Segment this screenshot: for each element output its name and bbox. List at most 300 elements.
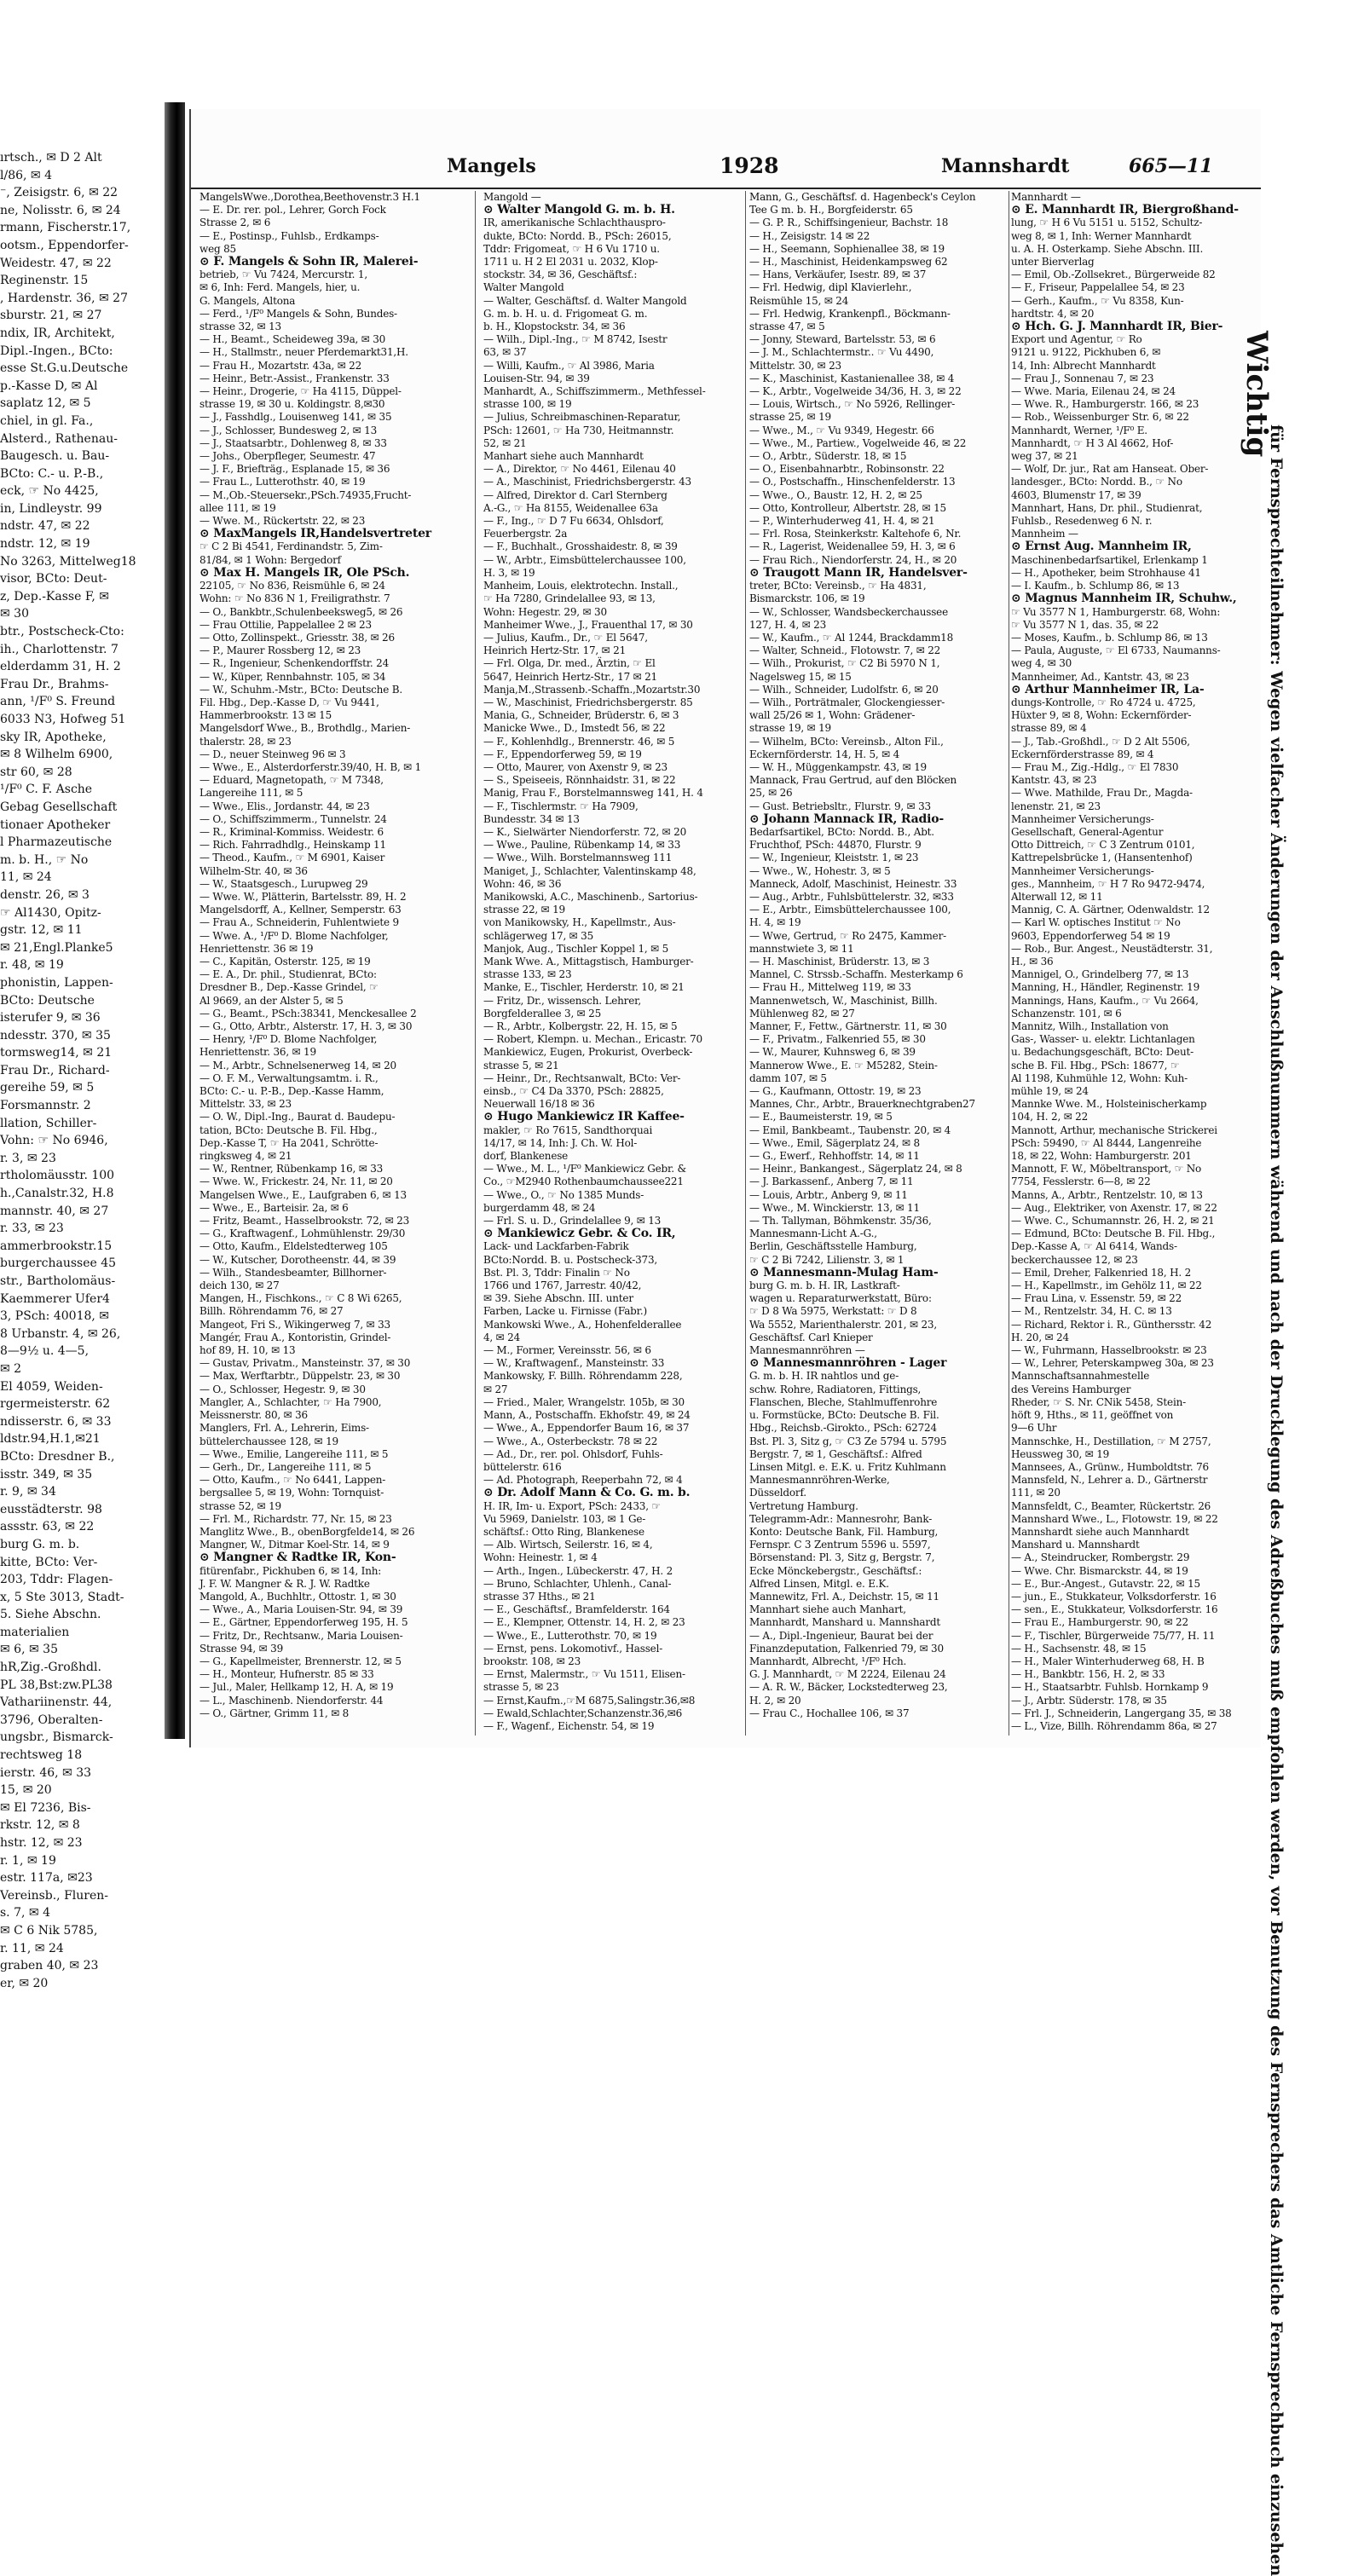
directory-entry-line: Manner, F., Fettw., Gärtnerstr. 11, ✉ 30 [749, 1020, 947, 1032]
directory-entry-line: saplatz 12, ✉ 5 [0, 396, 91, 411]
directory-entry-line: thalerstr. 28, ✉ 23 [199, 735, 292, 748]
directory-entry-line: ✉ 6, Inh: Ferd. Mangels, hier, u. [199, 281, 361, 294]
directory-entry-line: elderdamm 31, H. 2 [0, 660, 121, 674]
directory-entry-line: büttelerstr. 616 [483, 1460, 562, 1473]
directory-entry-line: Dipl.-Ingen., BCto: [0, 344, 113, 358]
directory-entry-line: Mannheimer Versicherungs- [1011, 812, 1154, 825]
directory-entry-line: — J. F., Briefträg., Esplanade 15, ✉ 36 [199, 463, 390, 476]
directory-entry-line: — Wilhelm, BCto: Vereinsb., Alton Fil., [749, 735, 944, 748]
directory-entry-line: Manglitz Wwe., B., obenBorgfelde14, ✉ 26 [199, 1525, 415, 1538]
directory-entry-line: ann, ¹/F⁰ S. Freund [0, 695, 116, 709]
directory-entry-line: Börsenstand: Pl. 3, Sitz g, Bergstr. 7, [749, 1551, 935, 1564]
directory-entry-line: landesger., BCto: Nordd. B., ☞ No [1011, 476, 1182, 488]
directory-entry-line: Mannschke, H., Destillation, ☞ M 2757, [1011, 1435, 1211, 1447]
directory-entry-line: 1766 und 1767, Jarrestr. 40/42, [483, 1279, 642, 1292]
directory-entry-line: — W., Kraftwagenf., Mansteinstr. 33 [483, 1357, 665, 1370]
directory-entry-line: mühle 19, ✉ 24 [1011, 1085, 1089, 1098]
directory-entry-line: 4, ✉ 24 [483, 1331, 521, 1343]
directory-entry-line: — E., Postinsp., Fuhlsb., Erdkamps- [199, 229, 379, 242]
directory-entry-line: — W., Kaufm., ☞ Al 1244, Brackdamm18 [749, 631, 954, 644]
directory-entry-line: deich 130, ✉ 27 [199, 1279, 280, 1292]
directory-entry-line: l Pharmazeutische [0, 835, 113, 850]
directory-entry-line: — Rich. Fahrradhdlg., Heinskamp 11 [199, 839, 386, 852]
directory-entry-line: ☞ D 8 Wa 5975, Werkstatt: ☞ D 8 [749, 1305, 917, 1318]
directory-entry-line: Manhardt, A., Schiffszimmerm., Methfessel- [483, 385, 706, 398]
directory-entry-line: — E. A., Dr. phil., Studienrat, BCto: [199, 968, 377, 981]
directory-entry-line: ierstr. 46, ✉ 33 [0, 1765, 92, 1780]
directory-entry-line: — Wwe., M. Winckierstr. 13, ✉ 11 [749, 1201, 920, 1214]
directory-entry-line: — F., Kohlenhdlg., Brennerstr. 46, ✉ 5 [483, 735, 675, 748]
directory-entry-line: Dep.-Kasse A, ☞ Al 6414, Wands- [1011, 1240, 1177, 1253]
directory-entry-line: — Otto, Kaufm., ☞ No 6441, Lappen- [199, 1474, 386, 1487]
directory-entry-line: — W., Staatsgesch., Lurupweg 29 [199, 877, 368, 890]
directory-entry-line: — Edmund, BCto: Deutsche B. Fil. Hbg., [1011, 1227, 1216, 1240]
directory-entry-line: No 3263, Mittelweg18 [0, 554, 136, 569]
directory-entry-line: — G., Ewerf., Rehhoffstr. 14, ✉ 11 [749, 1150, 920, 1163]
directory-entry-line: — sen., E., Stukkateur, Volksdorferstr. 16 [1011, 1603, 1218, 1616]
directory-entry-line: — O., Arbtr., Süderstr. 18, ✉ 15 [749, 450, 907, 463]
directory-entry-line: Bismarckstr. 106, ✉ 19 [749, 592, 865, 605]
directory-entry-line: Alterwall 12, ✉ 11 [1011, 890, 1103, 903]
directory-entry-line: stockstr. 34, ✉ 36, Geschäftsf.: [483, 269, 638, 281]
directory-entry-line: Manja,M.,Strassenb.-Schaffn.,Mozartstr.30 [483, 683, 701, 696]
directory-entry-line: BCto: Dresdner B., [0, 1449, 115, 1464]
directory-entry-line: burg G. m. b. H. IR, Lastkraft- [749, 1279, 900, 1292]
directory-entry-line: H. 3, ✉ 19 [483, 566, 535, 579]
directory-entry-line: Eckernförderstr. 14, H. 5, ✉ 4 [749, 748, 900, 760]
directory-entry-line: des Vereins Hamburger [1011, 1383, 1131, 1395]
directory-entry-line: — W., Maschinist, Friedrichsbergerstr. 85 [483, 696, 693, 708]
directory-entry-line: — Wwe., M., Partiew., Vogelweide 46, ✉ 22 [749, 436, 967, 449]
directory-entry-line: ⊙ Johann Mannack IR, Radio- [749, 811, 944, 826]
directory-entry-line: — jun., E., Stukkateur, Volksdorferstr. 16 [1011, 1590, 1217, 1603]
header-rule [191, 188, 1261, 189]
directory-entry-line: 111, ✉ 20 [1011, 1487, 1061, 1499]
directory-entry-line: Mannack, Frau Gertrud, auf den Blöcken [749, 774, 957, 787]
directory-entry-line: Mankowski Wwe., A., Hohenfelderallee [483, 1318, 682, 1331]
directory-entry-line: Mankiewicz, Eugen, Prokurist, Overbeck- [483, 1046, 693, 1059]
directory-entry-line: tionaer Apotheker [0, 817, 111, 832]
directory-entry-line: — E., Arbtr., Eimsbüttelerchaussee 100, [749, 904, 951, 916]
directory-entry-line: 127, H. 4, ✉ 23 [749, 618, 827, 631]
directory-entry-line: Lack- und Lackfarben-Fabrik [483, 1240, 629, 1253]
directory-entry-line: BCto: C.- u. P.-B., [0, 466, 104, 481]
directory-entry-line: — Frau Rich., Niendorferstr. 24, H., ✉ 20 [749, 553, 957, 566]
directory-entry-line: — Wwe., Pauline, Rübenkamp 14, ✉ 33 [483, 839, 681, 852]
directory-entry-line: — Wwe., Elis., Jordanstr. 44, ✉ 23 [199, 800, 370, 812]
directory-entry-line: Mannig, C. A. Gärtner, Odenwaldstr. 12 [1011, 904, 1210, 916]
directory-entry-line: IR, amerikanische Schlachthauspro- [483, 217, 666, 229]
directory-entry-line: — Wwe., E., Barteisir. 2a, ✉ 6 [199, 1201, 349, 1214]
directory-entry-line: — Ferd., ¹/F⁰ Mangels & Sohn, Bundes- [199, 307, 397, 320]
directory-entry-line: — Wwe. M., Rückertstr. 22, ✉ 23 [199, 515, 366, 528]
directory-entry-line: — H., Staatsarbtr. Fuhlsb. Hornkamp 9 [1011, 1681, 1209, 1694]
directory-entry-line: ⊙ Dr. Adolf Mann & Co. G. m. b. [483, 1486, 691, 1500]
directory-entry-line: Gebag Gesellschaft [0, 800, 118, 814]
directory-entry-line: — Frl. Olga, Dr. med., Ärztin, ☞ El [483, 657, 656, 670]
directory-entry-line: materialien [0, 1625, 70, 1639]
directory-entry-line: — G., Kaufmann, Ottostr. 19, ✉ 23 [749, 1085, 922, 1098]
directory-entry-line: Al 1198, Kuhmühle 12, Wohn: Kuh- [1011, 1071, 1188, 1084]
directory-entry-line: — R., Arbtr., Kolbergstr. 22, H. 15, ✉ 5 [483, 1020, 678, 1032]
directory-entry-line: Manhart siehe auch Mannhardt [483, 450, 644, 463]
directory-entry-line: PL 38,Bst:zw.PL38 [0, 1678, 113, 1692]
directory-entry-line: — Otto, Maurer, von Axenstr 9, ✉ 23 [483, 760, 668, 773]
directory-entry-line: Manikowski, A.C., Maschinenb., Sartorius- [483, 890, 698, 903]
directory-entry-line: Mannel, C. Strssb.-Schaffn. Mesterkamp 6 [749, 968, 963, 981]
directory-entry-line: ⊙ Traugott Mann IR, Handelsver- [749, 565, 968, 580]
directory-entry-line: El 4059, Weiden- [0, 1379, 103, 1394]
directory-entry-line: — Wilh., Porträtmaler, Glockengiesser- [749, 696, 945, 708]
header-left-keyword: Mangels [447, 155, 536, 177]
directory-entry-line: 203, Tddr: Flagen- [0, 1573, 113, 1587]
directory-entry-line: ⊙ Hch. G. J. Mannhardt IR, Bier- [1011, 320, 1223, 334]
directory-entry-line: 7754, Fesslerstr. 6—8, ✉ 22 [1011, 1175, 1151, 1188]
directory-entry-line: — Robert, Klempn. u. Mechan., Ericastr. 70 [483, 1033, 702, 1046]
directory-entry-line: Manshard u. Mannshardt [1011, 1539, 1140, 1551]
directory-entry-line: Maniget, J., Schlachter, Valentinskamp 48, [483, 864, 696, 877]
directory-entry-line: — H., Beamt., Scheideweg 39a, ✉ 30 [199, 333, 386, 346]
directory-entry-line: p.-Kasse D, ✉ Al [0, 378, 98, 393]
directory-entry-line: — Emil, Ob.-Zollsekret., Bürgerweide 82 [1011, 269, 1216, 281]
directory-entry-line: Geschäftsf. Carl Knieper [749, 1331, 873, 1343]
directory-entry-line: Mannhardt — [1011, 191, 1081, 203]
directory-entry-line: 3, PSch: 40018, ✉ [0, 1309, 110, 1324]
directory-entry-line: Manheimer Wwe., J., Frauenthal 17, ✉ 30 [483, 618, 693, 631]
directory-entry-line: Manjok, Aug., Tischler Koppel 1, ✉ 5 [483, 942, 669, 955]
directory-entry-line: — Wwe. Chr. Bismarckstr. 44, ✉ 19 [1011, 1564, 1188, 1577]
directory-entry-line: höft 9, Hths., ✉ 11, geöffnet von [1011, 1409, 1174, 1422]
directory-entry-line: — R., Lagerist, Weidenallee 59, H. 3, ✉ 6 [749, 540, 956, 553]
directory-entry-line: 52, ✉ 21 [483, 436, 527, 449]
directory-entry-line: Mannheimer Versicherungs- [1011, 864, 1154, 877]
directory-entry-line: hof 89, H. 10, ✉ 13 [199, 1344, 296, 1357]
directory-entry-line: Mangelsdorff, A., Kellner, Semperstr. 63 [199, 904, 402, 916]
directory-entry-line: Fuhlsb., Resedenweg 6 N. r. [1011, 515, 1153, 528]
directory-entry-line: ⊙ Mankiewicz Gebr. & Co. IR, [483, 1227, 676, 1241]
directory-entry-line: Frau Dr., Brahms- [0, 677, 109, 691]
directory-entry-line: strasse 47, ✉ 5 [749, 321, 825, 333]
directory-entry-line: — H., Maler Winterhuderweg 68, H. B [1011, 1655, 1205, 1667]
directory-entry-line: gereihe 59, ✉ 5 [0, 1081, 95, 1095]
directory-entry-line: Gas-, Wasser- u. elektr. Lichtanlagen [1011, 1033, 1195, 1046]
directory-entry-line: Wohn: Heinestr. 1, ✉ 4 [483, 1551, 598, 1564]
directory-entry-line: r. 33, ✉ 23 [0, 1222, 64, 1236]
directory-entry-line: 15, ✉ 20 [0, 1783, 52, 1798]
directory-entry-line: sche B. Fil. Hbg., PSch: 18677, ☞ [1011, 1059, 1180, 1071]
directory-entry-line: Farben, Lacke u. Firnisse (Fabr.) [483, 1305, 647, 1318]
directory-entry-line: in, Lindleystr. 99 [0, 501, 102, 516]
directory-entry-line: Mannott, Arthur, mechanische Strickerei [1011, 1123, 1217, 1136]
directory-entry-line: Manglers, Frl. A., Lehrerin, Eims- [199, 1422, 369, 1435]
directory-entry-line: — Frl. J., Schneiderin, Langergang 35, ✉ 38 [1011, 1707, 1232, 1719]
directory-entry-line: — Alb. Wirtsch, Seilerstr. 16, ✉ 4, [483, 1539, 653, 1551]
directory-entry-line: r. 9, ✉ 34 [0, 1485, 56, 1499]
directory-entry-line: — Jonny, Steward, Bartelsstr. 53, ✉ 6 [749, 333, 936, 346]
directory-entry-line: 6033 N3, Hofweg 51 [0, 713, 126, 726]
directory-entry-line: schw. Rohre, Radiatoren, Fittings, [749, 1383, 922, 1395]
directory-entry-line: r. 1, ✉ 19 [0, 1853, 56, 1868]
directory-entry-line: burgerdamm 48, ✉ 24 [483, 1201, 596, 1214]
directory-entry-line: strasse 32, ✉ 13 [199, 321, 281, 333]
directory-entry-line: — Ernst, pens. Lokomotivf., Hassel- [483, 1642, 663, 1655]
directory-entry-line: — E., Baumeisterstr. 19, ✉ 5 [749, 1111, 893, 1123]
directory-entry-line: Vertretung Hamburg. [749, 1499, 858, 1512]
directory-entry-line: büttelerchaussee 128, ✉ 19 [199, 1435, 338, 1447]
directory-entry-line: — Wwe., M., ☞ Vu 9349, Hegestr. 66 [749, 424, 934, 436]
directory-entry-line: ⊙ Ernst Aug. Mannheim IR, [1011, 540, 1192, 554]
directory-entry-line: — Frau Lina, v. Essenstr. 59, ✉ 22 [1011, 1292, 1182, 1305]
directory-entry-line: — G., Beamt., PSch:38341, Menckesallee 2 [199, 1007, 417, 1019]
directory-entry-line: — W., Ingenieur, Kleiststr. 1, ✉ 23 [749, 852, 919, 864]
directory-entry-line: — K., Sielwärter Niendorferstr. 72, ✉ 20 [483, 825, 687, 838]
directory-entry-line: J. F. W. Mangner & R. J. W. Radtke [199, 1577, 370, 1590]
directory-entry-line: mannstr. 40, ✉ 27 [0, 1204, 109, 1218]
directory-entry-line: ndix, IR, Architekt, [0, 326, 115, 340]
side-notice [1240, 324, 1296, 2576]
directory-entry-line: — W., Fuhrmann, Hasselbrookstr. ✉ 23 [1011, 1344, 1207, 1357]
column-3 [749, 191, 1007, 1736]
directory-entry-line: ☞ Vu 3577 N 1, das. 35, ✉ 22 [1011, 618, 1159, 631]
directory-entry-line: Mannitz, Wilh., Installation von [1011, 1020, 1169, 1032]
directory-entry-line: Eckernförderstrasse 89, ✉ 4 [1011, 748, 1154, 760]
directory-entry-line: er, ✉ 20 [0, 1976, 49, 1990]
directory-entry-line: — O., Gärtner, Grimm 11, ✉ 8 [199, 1707, 350, 1719]
directory-entry-line: — Frau M., Zig.-Hdlg., ☞ El 7830 [1011, 760, 1179, 773]
directory-entry-line: Mannsees, A., Grünw., Humboldtstr. 76 [1011, 1460, 1209, 1473]
directory-entry-line: Mangen, H., Fischkons., ☞ C 8 Wi 6265, [199, 1292, 402, 1305]
directory-entry-line: Mannshard Wwe., L., Flotowstr. 19, ✉ 22 [1011, 1512, 1218, 1525]
directory-entry-line: Strasse 2, ✉ 6 [199, 217, 271, 229]
directory-entry-line: — Louis, Arbtr., Anberg 9, ✉ 11 [749, 1188, 908, 1201]
directory-entry-line: graben 40, ✉ 23 [0, 1959, 99, 1973]
directory-entry-line: 4603, Blumenstr 17, ✉ 39 [1011, 488, 1141, 501]
directory-entry-line: — S., Speiseeis, Rönnhaidstr. 31, ✉ 22 [483, 774, 676, 787]
directory-entry-line: 5647, Heinrich Hertz-Str., 17 ✉ 21 [483, 670, 657, 683]
directory-entry-line: Wohn: Hegestr. 29, ✉ 30 [483, 605, 607, 618]
directory-entry-line: — Wwe. A., ¹/F⁰ D. Blome Nachfolger, [199, 929, 389, 942]
directory-entry-line: Forsmannstr. 2 [0, 1099, 91, 1113]
directory-entry-line: 11, ✉ 24 [0, 870, 52, 885]
directory-entry-line: — G., Kraftwagenf., Lohmühlenstr. 29/30 [199, 1227, 406, 1240]
directory-entry-line: — M.,Ob.-Steuersekr.,PSch.74935,Frucht- [199, 488, 412, 501]
directory-entry-line: — Emil, Dreher, Falkenried 18, H. 2 [1011, 1266, 1191, 1279]
directory-entry-line: einsb., ☞ C4 Da 3370, PSch: 28825, [483, 1085, 664, 1098]
directory-entry-line: Bergstr. 7, ✉ 1, Geschäftsf.: Alfred [749, 1447, 922, 1460]
directory-entry-line: ⊙ F. Mangels & Sohn IR, Malerei- [199, 255, 419, 269]
directory-entry-line: 8—9½ u. 4—5, [0, 1344, 90, 1359]
directory-entry-line: — W., Rentner, Rübenkamp 16, ✉ 33 [199, 1163, 384, 1175]
directory-entry-line: r. 48, ✉ 19 [0, 958, 64, 973]
directory-entry-line: Rheder, ☞ S. Nr. CNik 5458, Stein- [1011, 1395, 1186, 1408]
directory-entry-line: — E., Geschäftsf., Bramfelderstr. 164 [483, 1603, 670, 1616]
directory-entry-line: Mangler, A., Schlachter, ☞ Ha 7900, [199, 1395, 382, 1408]
directory-entry-line: — Frau L., Lutterothstr. 40, ✉ 19 [199, 476, 366, 488]
directory-entry-line: Vereinsb., Fluren- [0, 1888, 109, 1903]
directory-entry-line: dorf, Blankenese [483, 1150, 569, 1163]
directory-entry-line: ootsm., Eppendorfer- [0, 238, 129, 252]
directory-entry-line: betrieb, ☞ Vu 7424, Mercurstr. 1, [199, 269, 367, 281]
directory-entry-line: ırtsch., ✉ D 2 Alt [0, 151, 102, 165]
directory-entry-line: Weidestr. 47, ✉ 22 [0, 256, 112, 270]
directory-entry-line: Strasse 94, ✉ 39 [199, 1642, 284, 1655]
directory-entry-line: — Heinr., Dr., Rechtsanwalt, BCto: Ver- [483, 1071, 681, 1084]
directory-entry-line: — Bruno, Schlachter, Uhlenh., Canal- [483, 1577, 672, 1590]
directory-entry-line: strasse 19, ✉ 30 u. Koldingstr. 8,✉30 [199, 398, 385, 411]
directory-entry-line: btr., Postscheck-Cto: [0, 625, 124, 639]
directory-entry-line: — J., Schlosser, Bundesweg 2, ✉ 13 [199, 424, 378, 436]
directory-entry-line: Alfred Linsen, Mitgl. e. E.K. [749, 1577, 889, 1590]
directory-entry-line: PSch: 12601, ☞ Ha 730, Heitmannstr. [483, 424, 674, 436]
directory-entry-line: von Manikowsky, H., Kapellmstr., Aus- [483, 916, 676, 929]
directory-entry-line: — Wilh., Standesbeamter, Billhorner- [199, 1266, 387, 1279]
directory-entry-line: — Wwe., Wilh. Borstelmannsweg 111 [483, 852, 673, 864]
directory-entry-line: u. A. H. Osterkamp. Siehe Abschn. III. [1011, 242, 1204, 255]
directory-entry-line: 9—6 Uhr [1011, 1422, 1057, 1435]
directory-entry-line: ⊙ Walter Mangold G. m. b. H. [483, 203, 675, 217]
directory-entry-line: Nagelsweg 15, ✉ 15 [749, 670, 852, 683]
directory-entry-line: bergsallee 5, ✉ 19, Wohn: Tornquist- [199, 1487, 384, 1499]
directory-entry-line: schäftsf.: Otto Ring, Blankenese [483, 1525, 644, 1538]
directory-entry-line: Mannhardt, ☞ H 3 Al 4662, Hof- [1011, 436, 1174, 449]
directory-entry-line: Mannhart siehe auch Manhart, [749, 1603, 906, 1616]
column-1 [199, 191, 468, 1736]
directory-entry-line: Manneck, Adolf, Maschinist, Heinestr. 33 [749, 877, 957, 890]
directory-entry-line: G. m. b. H. u. d. Frigomeat G. m. [483, 307, 648, 320]
directory-entry-line: — H., Maschinist, Heidenkampsweg 62 [749, 256, 948, 269]
directory-entry-line: s. 7, ✉ 4 [0, 1906, 50, 1920]
directory-entry-line: — Johs., Oberpfleger, Seumestr. 47 [199, 450, 376, 463]
directory-entry-line: Bst. Pl. 3, Sitz g, ☞ C3 Ze 5794 u. 5795 [749, 1435, 947, 1447]
directory-entry-line: ☞ C 2 Bi 4541, Ferdinandstr. 5, Zim- [199, 540, 383, 553]
directory-entry-line: Mannshardt siehe auch Mannhardt [1011, 1525, 1189, 1538]
directory-entry-line: phonistin, Lappen- [0, 975, 113, 990]
directory-entry-line: ✉ 21,Engl.Planke5 [0, 940, 113, 955]
directory-entry-line: Mannhardt, Manshard u. Mannshardt [749, 1616, 941, 1629]
directory-entry-line: — A., Dipl.-Ingenieur, Baurat bei der [749, 1629, 933, 1642]
directory-entry-line: 25, ✉ 26 [749, 787, 793, 800]
directory-entry-line: — Aug., Arbtr., Fuhlsbüttelerstr. 32, ✉33 [749, 890, 954, 903]
directory-entry-line: — O., Schlosser, Hegestr. 9, ✉ 30 [199, 1383, 366, 1395]
directory-entry-line: Kattrepelsbrücke 1, (Hansentenhof) [1011, 852, 1193, 864]
directory-entry-line: Mania, G., Schneider, Brüderstr. 6, ✉ 3 [483, 709, 679, 722]
directory-entry-line: H. 4, ✉ 19 [749, 916, 801, 929]
directory-entry-line: ✉ El 7236, Bis- [0, 1800, 91, 1815]
directory-entry-line: — Paula, Auguste, ☞ El 6733, Naumanns- [1011, 644, 1221, 657]
directory-entry-line: Wa 5552, Marienthalerstr. 201, ✉ 23, [749, 1318, 937, 1331]
directory-entry-line: Bedarfsartikel, BCto: Nordd. B., Abt. [749, 825, 934, 838]
directory-entry-line: weg 8, ✉ 1, Inh: Werner Mannhardt [1011, 229, 1192, 242]
directory-entry-line: Maschinenbedarfsartikel, Erlenkamp 1 [1011, 553, 1208, 566]
directory-entry-line: Bundesstr. 34 ✉ 13 [483, 812, 580, 825]
directory-entry-line: denstr. 26, ✉ 3 [0, 887, 90, 902]
directory-entry-line: H. IR, Im- u. Export, PSch: 2433, ☞ [483, 1499, 661, 1512]
directory-entry-line: dukte, BCto: Nordd. B., PSch: 26015, [483, 229, 672, 242]
directory-entry-line: — O., Bankbtr.,Schulenbeeksweg5, ✉ 26 [199, 605, 403, 618]
directory-entry-line: Schanzenstr. 101, ✉ 6 [1011, 1007, 1122, 1019]
directory-entry-line: eck, ☞ No 4425, [0, 484, 99, 499]
directory-entry-line: hR,Zig.-Großhdl. [0, 1661, 101, 1675]
directory-entry-line: , Hardenstr. 36, ✉ 27 [0, 291, 128, 305]
directory-entry-line: — W., Küper, Rennbahnstr. 105, ✉ 34 [199, 670, 386, 683]
directory-entry-line: Borgfelderallee 3, ✉ 25 [483, 1007, 602, 1019]
directory-entry-line: Otto Dittreich, ☞ C 3 Zentrum 0101, [1011, 839, 1195, 852]
directory-entry-line: ne, Nolisstr. 6, ✉ 24 [0, 203, 121, 217]
directory-entry-line: strasse 5, ✉ 21 [483, 1059, 559, 1071]
directory-entry-line: Wohn: ☞ No 836 N 1, Freiligrathstr. 7 [199, 592, 390, 605]
directory-entry-line: — Rob., Weissenburger Str. 6, ✉ 22 [1011, 411, 1189, 424]
directory-entry-line: Al 9669, an der Alster 5, ✉ 5 [199, 994, 344, 1007]
directory-entry-line: — Wwe., Emil, Sägerplatz 24, ✉ 8 [749, 1136, 920, 1149]
directory-entry-line: rkstr. 12, ✉ 8 [0, 1818, 80, 1833]
directory-entry-line: — Heinr., Drogerie, ☞ Ha 4115, Düppel- [199, 385, 402, 398]
directory-entry-line: m. b. H., ☞ No [0, 852, 89, 867]
directory-entry-line: — G., Otto, Arbtr., Alsterstr. 17, H. 3, ✉ 30 [199, 1020, 413, 1032]
directory-entry-line: Reismühle 15, ✉ 24 [749, 294, 849, 307]
directory-entry-line: — H., Bankbtr. 156, H. 2, ✉ 33 [1011, 1668, 1165, 1681]
directory-entry-line: — J., Arbtr. Süderstr. 178, ✉ 35 [1011, 1694, 1167, 1707]
directory-entry-line: Mannott, F. W., Möbeltransport, ☞ No [1011, 1163, 1202, 1175]
directory-entry-line: — F., Ing., ☞ D 7 Fu 6634, Ohlsdorf, [483, 515, 664, 528]
directory-entry-line: — Wwe., O., Baustr. 12, H. 2, ✉ 25 [749, 488, 922, 501]
directory-entry-line: — O., Eisenbahnarbtr., Robinsonstr. 22 [749, 463, 945, 476]
directory-entry-line: BCto:Nordd. B. u. Postscheck-373, [483, 1253, 658, 1266]
directory-entry-line: — F., Privatm., Falkenried 55, ✉ 30 [749, 1033, 926, 1046]
directory-entry-line: 9603, Eppendorferweg 54 ✉ 19 [1011, 929, 1170, 942]
directory-entry-line: Wilhelm-Str. 40, ✉ 36 [199, 864, 308, 877]
directory-entry-line: — K., Maschinist, Kastanienallee 38, ✉ 4 [749, 372, 955, 384]
directory-entry-line: BCto: C.- u. P.-B., Dep.-Kasse Hamm, [199, 1085, 384, 1098]
directory-entry-line: Fernspr. C 3 Zentrum 5596 u. 5597, [749, 1539, 931, 1551]
directory-entry-line: — Eduard, Magnetopath, ☞ M 7348, [199, 774, 384, 787]
directory-entry-line: Tddr: Frigomeat, ☞ H 6 Vu 1710 u. [483, 242, 660, 255]
directory-entry-line: Mangold, A., Buchhltr., Ottostr. 1, ✉ 30 [199, 1590, 396, 1603]
directory-entry-line: — Ad. Photograph, Reeperbahn 72, ✉ 4 [483, 1474, 683, 1487]
column-divider [475, 191, 476, 1736]
directory-entry-line: — Max, Werftarbtr., Düppelstr. 23, ✉ 30 [199, 1370, 401, 1383]
directory-entry-line: Feuerbergstr. 2a [483, 528, 568, 540]
directory-entry-line: — F., Buchhalt., Grosshaidestr. 8, ✉ 39 [483, 540, 678, 553]
directory-entry-line: — O., Schiffszimmerm., Tunnelstr. 24 [199, 812, 387, 825]
directory-entry-line: Mannsfeld, N., Lehrer a. D., Gärtnerstr [1011, 1474, 1208, 1487]
directory-entry-line: Mannhart, Hans, Dr. phil., Studienrat, [1011, 501, 1203, 514]
directory-entry-line: ⊙ Arthur Mannheimer IR, La- [1011, 682, 1205, 696]
directory-entry-line: Mangér, Frau A., Kontoristin, Grindel- [199, 1331, 391, 1343]
directory-entry-line: sky IR, Apotheke, [0, 730, 107, 744]
directory-entry-line: — Fritz, Dr., wissensch. Lehrer, [483, 994, 641, 1007]
directory-entry-line: burgerchaussee 45 [0, 1256, 117, 1271]
directory-entry-line: — Wwe. Mathilde, Frau Dr., Magda- [1011, 787, 1193, 800]
directory-entry-line: ☞ Al1430, Opitz- [0, 905, 101, 920]
directory-entry-line: 104, H. 2, ✉ 22 [1011, 1111, 1089, 1123]
directory-entry-line: — Frl. Hedwig, Krankenpfl., Böckmann- [749, 307, 951, 320]
directory-entry-line: — W., Lehrer, Peterskampweg 30a, ✉ 23 [1011, 1357, 1214, 1370]
directory-entry-line: — M., Former, Vereinsstr. 56, ✉ 6 [483, 1344, 651, 1357]
directory-entry-line: b. H., Klopstockstr. 34, ✉ 36 [483, 321, 626, 333]
directory-entry-line: isterufer 9, ✉ 36 [0, 1011, 101, 1025]
directory-entry-line: Berlin, Geschäftsstelle Hamburg, [749, 1240, 917, 1253]
directory-entry-line: strasse 19, ✉ 19 [749, 722, 831, 735]
directory-entry-line: — E., Gärtner, Eppendorferweg 195, H. 5 [199, 1616, 408, 1629]
directory-entry-line: — Wwe., M. L., ¹/F⁰ Mankiewicz Gebr. & [483, 1163, 686, 1175]
directory-entry-line: — G., Kapellmeister, Brennerstr. 12, ✉ 5 [199, 1655, 402, 1667]
directory-entry-line: Kantstr. 43, ✉ 23 [1011, 774, 1097, 787]
directory-entry-line: 9121 u. 9122, Pickhuben 6, ✉ [1011, 346, 1161, 359]
directory-entry-line: Hbg., Reichsb.-Girokto., PSch: 62724 [749, 1422, 937, 1435]
directory-entry-line: ¹/F⁰ C. F. Asche [0, 783, 93, 797]
directory-entry-line: — Ad., Dr., rer. pol. Ohlsdorf, Fuhls- [483, 1447, 663, 1460]
directory-entry-line: r. 11, ✉ 24 [0, 1941, 64, 1955]
